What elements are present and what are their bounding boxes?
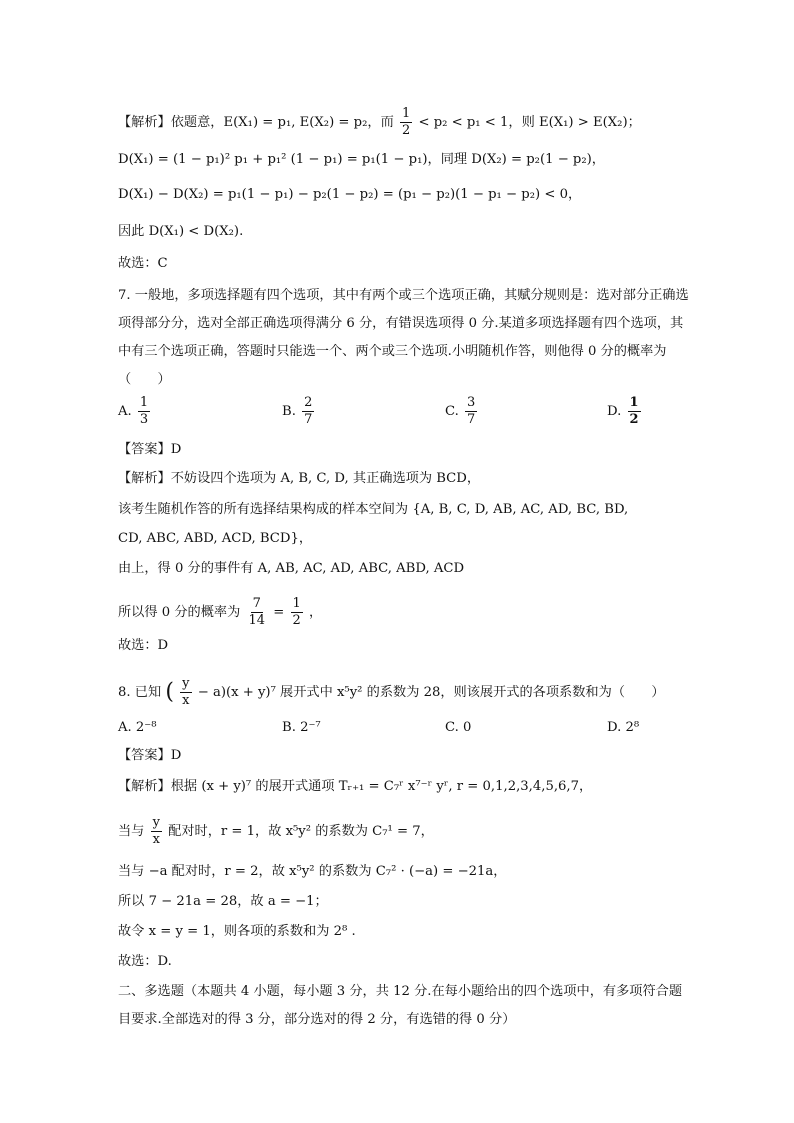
fraction: $\frac{1}{2}$	[401, 106, 411, 138]
q8-option-b: B. 2⁻⁷	[282, 720, 321, 735]
analysis-line-1	[118, 106, 694, 139]
q7-answer: 【答案】D	[118, 442, 182, 457]
analysis-line-3: D(X₁) − D(X₂) = p₁(1 − p₁) − p₂(1 − p₂) = (p₁ − p₂)(1 − p₁ − p₂) < 0，	[118, 187, 582, 202]
q8-option-c: C. 0	[445, 720, 472, 735]
q7-option-d: D. $\frac{1}{2}$	[607, 395, 639, 427]
q7-analysis-5: 所以得 0 分的概率为 $\frac{7}{14}$ = $\frac{1}{2}$ ，	[118, 596, 323, 628]
analysis-line-2: D(X₁) = (1 − p₁)² p₁ + p₁² (1 − p₁) = p₁(1 − p₁)，同理 D(X₂) = p₂(1 − p₂)，	[118, 152, 605, 167]
q8-analysis-4: 所以 7 − 21a = 28，故 a = −1；	[118, 894, 328, 909]
q8-analysis-1: 【解析】根据 (x + y)⁷ 的展开式通项 Tᵣ₊₁ = C₇ʳ x⁷⁻ʳ yʳ, r = 0,1,2,3,4,5,6,7，	[118, 779, 593, 794]
q8-option-a: A. 2⁻⁸	[118, 720, 157, 735]
section-2-heading: 二、多选题（本题共 4 小题，每小题 3 分，共 12 分.在每小题给出的四个选项中，有多项符合题目要求.全部选对的得 3 分，部分选对的得 2 分，有选错的得 0 分）	[118, 984, 683, 1027]
question-7: 7. 一般地，多项选择题有四个选项，其中有两个或三个选项正确，其赋分规则是：选对部分正确选项得部分分，选对全部正确选项得满分 6 分，有错误选项得 0 分.某道多项选择题有四个选项，其中有三个选项正确，答题时只能选一个、两个或三个选项.小明随机作答，则他得 0 分的概率为（ ）	[118, 288, 689, 387]
analysis-text: 【解析】依题意，E(X₁) = p₁, E(X₂) = p₂，而	[118, 115, 394, 130]
analysis-line-4: 因此 D(X₁) < D(X₂).	[118, 224, 244, 239]
q7-option-b: B. $\frac{2}{7}$	[282, 395, 313, 427]
q8-analysis-5: 故令 x = y = 1，则各项的系数和为 2⁸ .	[118, 924, 356, 939]
question-8: 8. 已知 ( $\frac{y}{x}$ − a)(x + y)⁷ 展开式中 x⁵y² 的系数为 28，则该展开式的各项系数和为（ ）	[118, 676, 665, 708]
left-paren: (	[165, 679, 174, 705]
q7-analysis-1: 【解析】不妨设四个选项为 A, B, C, D, 其正确选项为 BCD，	[118, 471, 481, 486]
analysis-text-tail: < p₂ < p₁ < 1，则 E(X₁) > E(X₂)；	[418, 115, 641, 130]
q8-answer: 【答案】D	[118, 748, 182, 763]
q8-choice: 故选：D.	[118, 954, 172, 969]
q7-option-a: A. $\frac{1}{3}$	[118, 395, 149, 427]
q7-analysis-2: 该考生随机作答的所有选择结果构成的样本空间为 {A, B, C, D, AB, AC, AD, BC, BD,	[118, 502, 629, 517]
q8-analysis-2: 当与 $\frac{y}{x}$ 配对时，r = 1，故 x⁵y² 的系数为 C₇¹ = 7，	[118, 815, 434, 847]
q8-option-d: D. 2⁸	[607, 720, 640, 735]
q7-choice: 故选：D	[118, 638, 169, 653]
answer-choice-line: 故选：C	[118, 256, 168, 271]
q7-analysis-4: 由上，得 0 分的事件有 A, AB, AC, AD, ABC, ABD, ACD	[118, 561, 465, 576]
q8-analysis-3: 当与 −a 配对时，r = 2，故 x⁵y² 的系数为 C₇² · (−a) = −21a，	[118, 864, 507, 879]
q7-analysis-3: CD, ABC, ABD, ACD, BCD}，	[118, 531, 313, 546]
q7-option-c: C. $\frac{3}{7}$	[445, 395, 476, 427]
